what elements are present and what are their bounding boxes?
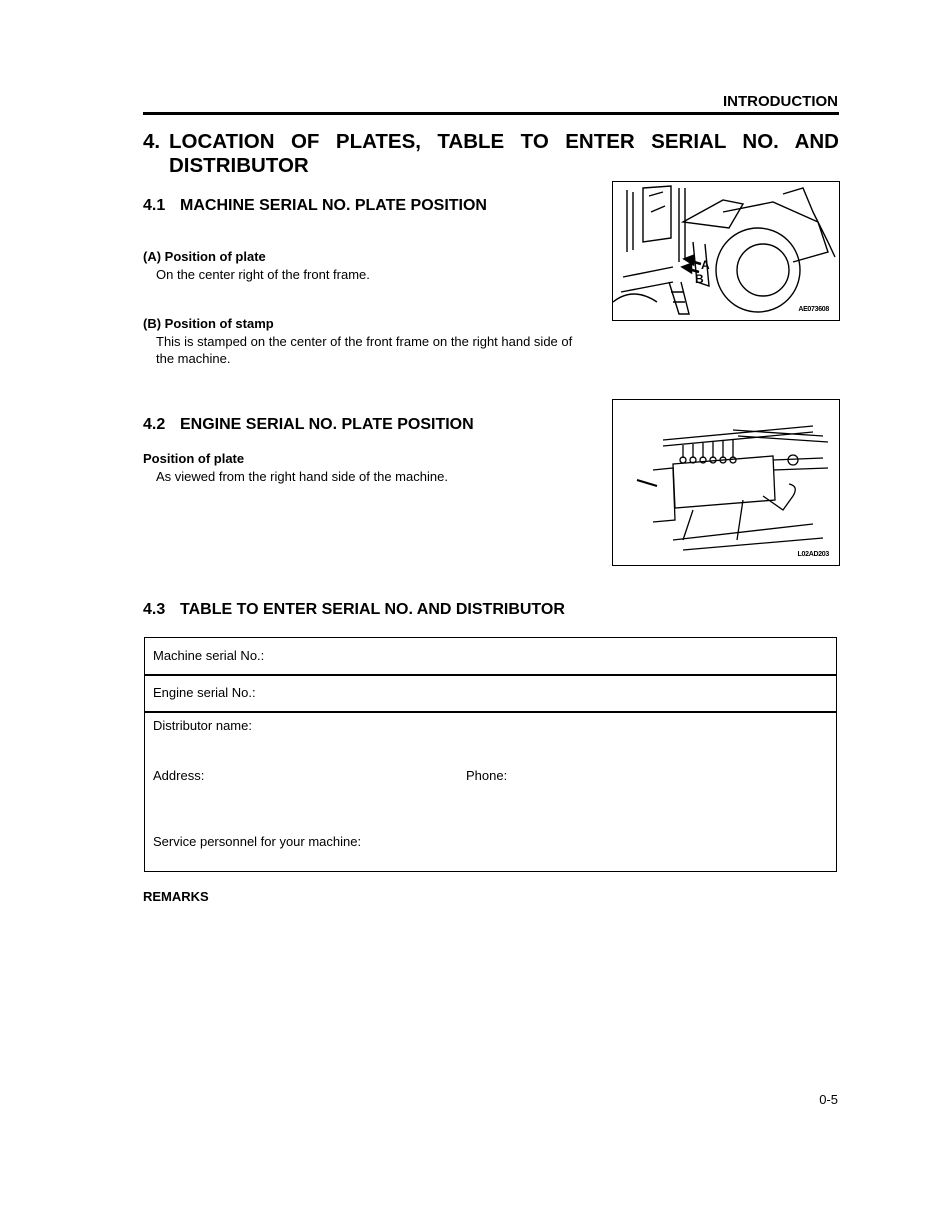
callout-b: B bbox=[695, 272, 704, 286]
engine-plate-position-text: As viewed from the right hand side of the machine. bbox=[156, 469, 448, 484]
section-4-3-heading bbox=[143, 601, 565, 619]
header-rule bbox=[143, 112, 839, 115]
address-field[interactable]: Address: bbox=[153, 768, 205, 783]
section-title: ENGINE SERIAL NO. PLATE POSITION bbox=[180, 416, 474, 433]
position-of-stamp-label: (B) Position of stamp bbox=[143, 316, 274, 331]
position-of-stamp-text-2: the machine. bbox=[156, 351, 231, 366]
phone-field[interactable]: Phone: bbox=[466, 768, 508, 783]
engine-plate-figure bbox=[612, 399, 840, 566]
chapter-title-line1 bbox=[143, 130, 839, 154]
figure-code: AE073608 bbox=[798, 306, 829, 313]
section-number: 4.3 bbox=[143, 601, 166, 618]
callout-a: A bbox=[701, 258, 710, 272]
chapter-number: 4. bbox=[143, 130, 161, 153]
section-number: 4.1 bbox=[143, 197, 166, 214]
serial-distributor-table bbox=[144, 637, 837, 872]
engine-side-illustration-icon bbox=[613, 400, 839, 565]
running-header: INTRODUCTION bbox=[723, 93, 838, 110]
remarks-label: REMARKS bbox=[143, 889, 209, 904]
section-4-2-heading bbox=[143, 416, 474, 434]
chapter-title-text-2: DISTRIBUTOR bbox=[169, 154, 309, 177]
section-number: 4.2 bbox=[143, 416, 166, 433]
section-4-1-heading bbox=[143, 197, 487, 215]
section-title: MACHINE SERIAL NO. PLATE POSITION bbox=[180, 197, 487, 214]
row-divider bbox=[145, 674, 836, 676]
service-personnel-field[interactable]: Service personnel for your machine: bbox=[153, 834, 362, 849]
row-divider bbox=[145, 711, 836, 713]
chapter-title bbox=[143, 130, 839, 178]
loader-front-frame-illustration-icon bbox=[613, 182, 839, 320]
figure-code: L02AD203 bbox=[797, 551, 829, 558]
machine-plate-figure bbox=[612, 181, 840, 321]
distributor-name-field[interactable]: Distributor name: bbox=[153, 718, 252, 733]
machine-serial-field[interactable]: Machine serial No.: bbox=[153, 648, 265, 663]
position-of-stamp-text-1: This is stamped on the center of the front frame on the right hand side of bbox=[156, 334, 573, 349]
page-number: 0-5 bbox=[819, 1092, 838, 1107]
position-of-plate-label: (A) Position of plate bbox=[143, 249, 266, 264]
engine-serial-field[interactable]: Engine serial No.: bbox=[153, 685, 256, 700]
engine-plate-position-label: Position of plate bbox=[143, 451, 245, 466]
section-title: TABLE TO ENTER SERIAL NO. AND DISTRIBUTOR bbox=[180, 601, 565, 618]
position-of-plate-text: On the center right of the front frame. bbox=[156, 267, 370, 282]
chapter-title-text-1: LOCATION OF PLATES, TABLE TO ENTER SERIAL NO. AND bbox=[169, 130, 839, 153]
